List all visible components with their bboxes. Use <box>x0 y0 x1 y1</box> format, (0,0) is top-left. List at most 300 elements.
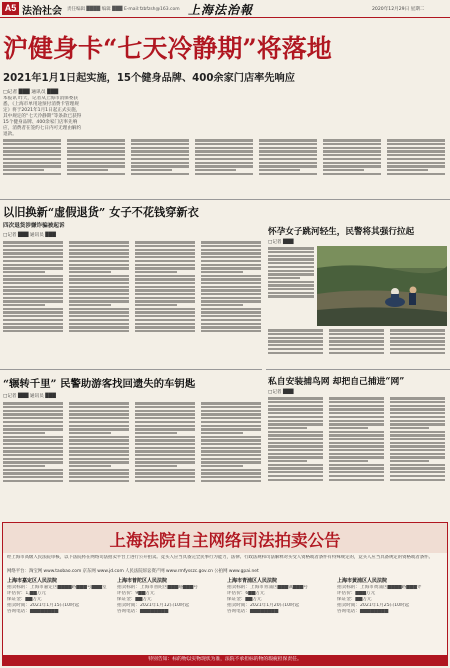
text-line <box>69 472 129 474</box>
notice-row: 咨询电话：████████ <box>117 609 169 614</box>
text-line <box>135 480 195 482</box>
text-line <box>201 469 261 471</box>
text-line <box>268 401 323 403</box>
text-line <box>135 402 195 404</box>
text-line <box>131 162 189 164</box>
text-column <box>259 138 317 192</box>
text-line <box>201 461 261 463</box>
notice-row: 保证金：██万元 <box>337 597 372 602</box>
text-column <box>268 246 314 321</box>
text-line <box>69 406 129 408</box>
text-column <box>329 328 384 366</box>
text-line <box>259 173 317 175</box>
text-line <box>329 442 384 444</box>
text-line <box>131 139 189 141</box>
text-line <box>3 147 61 149</box>
text-line <box>3 297 63 299</box>
text-column <box>201 240 261 368</box>
text-line <box>323 139 381 141</box>
ad-title: 上海法院自主网络司法拍卖公告 <box>109 531 341 550</box>
text-line <box>3 330 63 332</box>
text-line <box>268 460 307 462</box>
lead-body-columns <box>3 138 447 192</box>
text-line <box>135 447 195 449</box>
text-line <box>329 420 384 422</box>
notice-row: 拍卖标的：上海市青浦区███镇███号 <box>227 585 308 590</box>
story3-body-top <box>268 246 314 321</box>
text-line <box>268 479 323 481</box>
text-line <box>201 436 261 438</box>
text-line <box>135 275 195 277</box>
text-line <box>390 445 445 447</box>
text-column <box>268 396 323 516</box>
text-line <box>268 427 307 429</box>
text-line <box>323 158 381 160</box>
text-column <box>131 138 189 192</box>
text-line <box>3 436 63 438</box>
story4-byline: □记者 ███ 通讯员 ███ <box>3 394 56 399</box>
text-line <box>3 289 63 291</box>
text-line <box>268 288 314 290</box>
notice-row: 咨询电话：████████ <box>7 609 59 614</box>
text-line <box>135 297 195 299</box>
text-line <box>329 460 368 462</box>
text-line <box>69 461 129 463</box>
text-line <box>268 412 323 414</box>
text-line <box>3 252 63 254</box>
text-line <box>201 249 261 251</box>
text-line <box>323 154 381 156</box>
text-line <box>268 340 323 342</box>
text-line <box>323 165 381 167</box>
text-line <box>3 461 63 463</box>
text-line <box>3 165 61 167</box>
text-line <box>69 323 129 325</box>
text-line <box>3 282 63 284</box>
notice-row: 保证金：██万元 <box>7 597 42 602</box>
text-line <box>268 251 314 253</box>
text-line <box>67 147 125 149</box>
text-line <box>268 348 323 350</box>
text-line <box>69 330 129 332</box>
text-line <box>390 329 445 331</box>
text-line <box>201 315 261 317</box>
text-line <box>135 267 195 269</box>
text-line <box>3 443 63 445</box>
text-line <box>329 431 384 433</box>
text-line <box>135 300 195 302</box>
text-line <box>69 454 129 456</box>
notice-row: 评估价：███万元 <box>337 591 376 596</box>
text-line <box>201 428 261 430</box>
text-line <box>201 264 261 266</box>
text-line <box>3 278 63 280</box>
story2-subhead: 四次退货涉嫌诈骗被起诉 <box>3 223 65 229</box>
text-line <box>329 453 384 455</box>
text-line <box>201 267 261 269</box>
text-column <box>201 401 261 516</box>
court-notice <box>337 577 443 653</box>
text-line <box>69 436 129 438</box>
text-line <box>195 162 253 164</box>
text-line <box>268 456 323 458</box>
text-line <box>135 436 195 438</box>
text-column <box>329 396 384 516</box>
text-line <box>201 311 261 313</box>
text-line <box>268 333 323 335</box>
story5-byline: □记者 ███ <box>268 390 294 395</box>
text-line <box>329 352 384 354</box>
ad-platforms: 网络平台：淘宝网 www.taobao.com 京东网 www.jd.com 人民法院诉讼资产网 www.rmfysszc.gov.cn 公拍网 www.gpai.net <box>7 569 259 574</box>
text-line <box>3 432 45 434</box>
text-line <box>3 472 63 474</box>
text-line <box>329 416 384 418</box>
text-line <box>3 315 63 317</box>
text-line <box>3 308 63 310</box>
text-line <box>69 241 129 243</box>
text-line <box>323 162 381 164</box>
text-line <box>67 154 125 156</box>
text-line <box>69 308 129 310</box>
text-line <box>135 413 195 415</box>
text-line <box>201 275 261 277</box>
text-line <box>67 158 125 160</box>
text-line <box>329 348 384 350</box>
issue-date: 2020年12月29日 星期二 <box>372 7 425 12</box>
lead-byline: □记者 ███ 通讯员 ███ <box>3 90 59 95</box>
section-divider <box>0 199 450 200</box>
text-line <box>3 465 45 467</box>
text-line <box>135 425 195 427</box>
court-notice <box>117 577 221 653</box>
text-line <box>3 169 44 171</box>
notice-row: 拍卖标的：上海市普陀区███路███号 <box>117 585 198 590</box>
text-line <box>259 147 317 149</box>
text-line <box>135 458 195 460</box>
text-line <box>67 165 125 167</box>
text-line <box>268 445 323 447</box>
text-line <box>3 428 63 430</box>
text-line <box>390 348 445 350</box>
text-line <box>268 295 314 297</box>
text-line <box>69 432 111 434</box>
ad-intro: 经上海市高级人民法院审核，以下法院将在网络司法拍卖平台上进行公开拍卖。竞买人应当具备完全民事行为能力，法律、行政法规和司法解释对买受人资格或者条件有特殊规定的，竞买人应当具备规定的资格或者条件。 <box>7 555 433 560</box>
text-line <box>135 256 195 258</box>
text-line <box>259 139 317 141</box>
text-line <box>387 173 445 175</box>
story4-headline: “辗转千里” 民警助游客找回遗失的车钥匙 <box>3 378 196 390</box>
text-line <box>3 421 63 423</box>
text-line <box>323 173 381 175</box>
text-line <box>201 406 261 408</box>
court-notice <box>227 577 331 653</box>
text-line <box>390 475 445 477</box>
text-line <box>67 143 125 145</box>
text-line <box>135 245 195 247</box>
text-line <box>201 300 261 302</box>
text-line <box>329 479 384 481</box>
text-line <box>67 139 125 141</box>
text-line <box>329 405 384 407</box>
text-line <box>3 458 63 460</box>
text-line <box>201 241 261 243</box>
text-line <box>3 293 63 295</box>
text-line <box>259 150 317 152</box>
text-line <box>3 413 63 415</box>
text-line <box>135 406 195 408</box>
text-line <box>390 438 445 440</box>
text-line <box>135 472 195 474</box>
text-line <box>131 173 189 175</box>
notice-row: 拍卖时间：2021年1月25日10时起 <box>337 603 410 608</box>
text-line <box>268 266 314 268</box>
text-line <box>268 292 314 294</box>
text-line <box>69 252 129 254</box>
text-line <box>69 425 129 427</box>
text-line <box>390 416 445 418</box>
text-line <box>3 264 63 266</box>
text-line <box>201 282 261 284</box>
text-line <box>201 252 261 254</box>
text-column <box>3 138 61 192</box>
notice-row: 拍卖时间：2021年1月15日10时起 <box>7 603 80 608</box>
text-line <box>268 255 314 257</box>
text-line <box>268 352 323 354</box>
text-line <box>135 282 195 284</box>
text-line <box>268 420 323 422</box>
lead-subhead: 2021年1月1日起实施，15个健身品牌、400余家门店率先响应 <box>3 73 295 84</box>
text-line <box>3 275 63 277</box>
text-line <box>201 410 261 412</box>
text-line <box>201 304 243 306</box>
text-line <box>69 480 129 482</box>
text-line <box>135 461 195 463</box>
text-column <box>387 138 445 192</box>
text-line <box>268 337 323 339</box>
text-line <box>69 447 129 449</box>
text-line <box>69 319 129 321</box>
editor-line: 责任编辑 ████ 编辑 ███ E-mail:fzbfzsh@163.com <box>67 7 180 12</box>
text-line <box>3 143 61 145</box>
text-line <box>195 165 253 167</box>
story2-body <box>3 240 261 368</box>
section-divider <box>266 369 450 370</box>
text-line <box>390 427 429 429</box>
text-line <box>69 311 129 313</box>
ad-footer: 特别告知：标的物以实物现状为准，法院不承担标的物的瑕疵担保责任。 <box>148 657 302 662</box>
notice-row: 拍卖标的：上海市嘉定区████路███号███室 <box>7 585 107 590</box>
text-line <box>390 405 445 407</box>
text-line <box>390 456 445 458</box>
text-line <box>268 416 323 418</box>
text-line <box>323 143 381 145</box>
text-line <box>329 412 384 414</box>
text-line <box>387 143 445 145</box>
text-line <box>135 410 195 412</box>
text-line <box>387 147 445 149</box>
story3-byline: □记者 ███ <box>268 240 294 245</box>
text-line <box>131 169 172 171</box>
text-line <box>201 330 261 332</box>
text-line <box>135 330 195 332</box>
text-line <box>329 423 384 425</box>
text-line <box>268 405 323 407</box>
text-line <box>69 271 111 273</box>
text-line <box>135 421 195 423</box>
text-line <box>329 434 384 436</box>
text-line <box>268 475 323 477</box>
text-line <box>3 311 63 313</box>
text-line <box>329 467 384 469</box>
text-line <box>69 413 129 415</box>
text-line <box>195 147 253 149</box>
text-line <box>201 286 261 288</box>
text-line <box>390 340 445 342</box>
text-line <box>135 278 195 280</box>
text-column <box>69 401 129 516</box>
text-line <box>201 256 261 258</box>
text-line <box>268 464 323 466</box>
text-line <box>135 293 195 295</box>
story2-headline: 以旧换新“虚假退货” 女子不花钱穿新衣 <box>3 205 199 219</box>
text-line <box>69 256 129 258</box>
text-line <box>201 465 243 467</box>
text-line <box>135 439 195 441</box>
text-line <box>195 139 253 141</box>
text-line <box>131 147 189 149</box>
text-line <box>3 173 61 175</box>
text-column <box>390 396 445 516</box>
text-line <box>323 147 381 149</box>
text-column <box>135 401 195 516</box>
text-line <box>135 450 195 452</box>
text-line <box>3 410 63 412</box>
text-line <box>268 344 323 346</box>
text-line <box>387 169 428 171</box>
text-line <box>69 267 129 269</box>
court-name: 上海市嘉定区人民法院 <box>7 578 58 584</box>
story2-byline: □记者 ███ 通讯员 ███ <box>3 233 56 238</box>
text-column <box>67 138 125 192</box>
text-line <box>3 139 61 141</box>
text-line <box>69 450 129 452</box>
text-line <box>268 329 323 331</box>
text-line <box>201 308 261 310</box>
text-line <box>201 245 261 247</box>
text-line <box>69 289 129 291</box>
text-line <box>135 260 195 262</box>
text-line <box>3 154 61 156</box>
text-line <box>268 284 314 286</box>
text-line <box>390 337 445 339</box>
text-line <box>135 311 195 313</box>
text-line <box>69 300 129 302</box>
text-line <box>3 476 63 478</box>
text-line <box>135 319 195 321</box>
text-line <box>135 308 195 310</box>
text-line <box>69 458 129 460</box>
text-line <box>268 438 323 440</box>
story5-body <box>268 396 447 516</box>
text-line <box>387 165 445 167</box>
notice-row: 拍卖标的：上海市黄浦区████路███弄 <box>337 585 422 590</box>
text-line <box>259 165 317 167</box>
notice-row: 评估价：6██万元 <box>227 591 265 596</box>
text-line <box>3 425 63 427</box>
text-line <box>135 476 195 478</box>
text-line <box>201 447 261 449</box>
court-notice <box>7 577 111 653</box>
text-line <box>390 333 445 335</box>
text-line <box>390 464 445 466</box>
text-line <box>329 340 384 342</box>
text-line <box>3 326 63 328</box>
text-line <box>67 169 108 171</box>
text-line <box>195 154 253 156</box>
text-line <box>268 277 300 279</box>
text-line <box>3 447 63 449</box>
text-line <box>135 443 195 445</box>
text-line <box>3 158 61 160</box>
text-line <box>3 256 63 258</box>
text-line <box>69 410 129 412</box>
text-line <box>201 432 243 434</box>
text-line <box>201 472 261 474</box>
text-line <box>3 241 63 243</box>
text-line <box>3 319 63 321</box>
text-line <box>390 442 445 444</box>
notice-row: 保证金：██万元 <box>227 597 262 602</box>
text-line <box>268 423 323 425</box>
text-line <box>329 445 384 447</box>
story3-body-bottom <box>268 328 447 366</box>
text-line <box>69 421 129 423</box>
text-line <box>259 154 317 156</box>
text-line <box>69 304 111 306</box>
text-line <box>3 450 63 452</box>
text-line <box>329 397 384 399</box>
text-line <box>3 417 63 419</box>
text-line <box>135 252 195 254</box>
notice-row: 拍卖时间：2021年1月12日10时起 <box>117 603 190 608</box>
text-line <box>268 273 314 275</box>
text-line <box>268 408 323 410</box>
text-line <box>390 397 445 399</box>
text-line <box>390 412 445 414</box>
text-line <box>329 456 384 458</box>
text-line <box>268 467 323 469</box>
text-line <box>201 278 261 280</box>
text-line <box>329 401 384 403</box>
text-line <box>268 453 323 455</box>
text-line <box>69 469 129 471</box>
text-line <box>135 304 177 306</box>
text-line <box>268 449 323 451</box>
text-line <box>69 286 129 288</box>
lead-first-paragraph: 本报讯 昨天，记者从上海市消保委获悉，《上海市单用途预付消费卡管理规定》将于2021年1月1日起正式实施，其中规定的“七天冷静期”等条款已获得15个健身品牌、400余家门店率先响应，消费者在签约七日内可无理由解约退款。 <box>3 96 82 137</box>
text-line <box>67 150 125 152</box>
text-line <box>268 281 314 283</box>
text-line <box>329 427 368 429</box>
text-line <box>329 344 384 346</box>
text-line <box>135 286 195 288</box>
text-line <box>201 260 261 262</box>
text-line <box>387 150 445 152</box>
paper-name-logo: 上海法治報 <box>188 3 254 17</box>
text-column <box>195 138 253 192</box>
text-line <box>3 406 63 408</box>
text-line <box>387 162 445 164</box>
